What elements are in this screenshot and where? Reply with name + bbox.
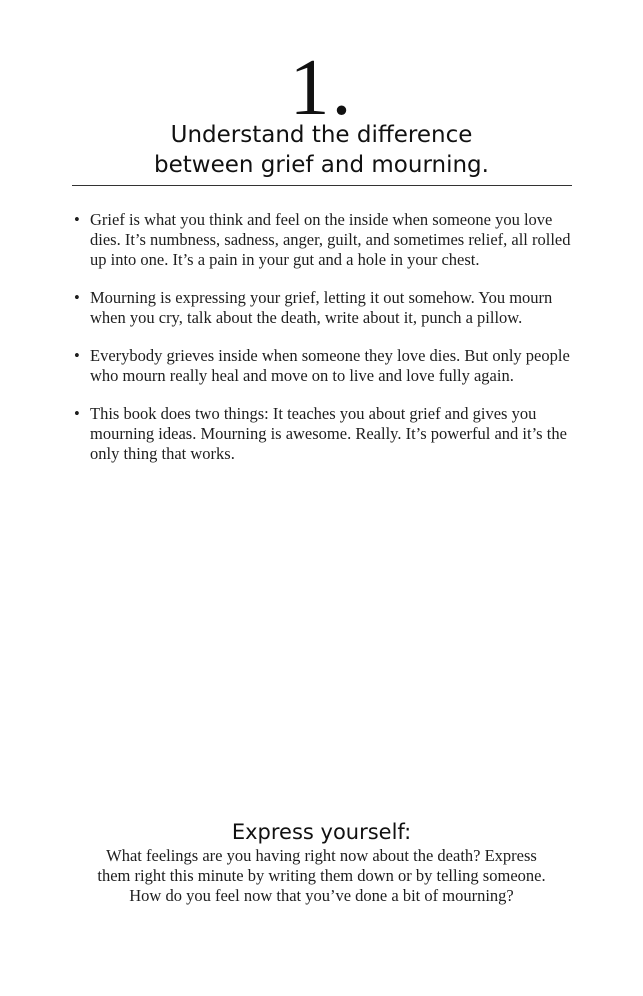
title-divider: [72, 185, 572, 186]
chapter-number: 1.: [289, 44, 354, 132]
bullet-text: Grief is what you think and feel on the inside when someone you love dies. It’s numbness, sadness, anger, guilt, and sometimes relief, all rolled up into one. It’s a pain in your gut and a hole in your chest.: [90, 210, 571, 269]
bullet-text: This book does two things: It teaches you about grief and gives you mourning ideas. Mourning is awesome. Really. It’s powerful and it’s the only thing that works.: [90, 404, 567, 463]
express-yourself-heading: Express yourself:: [231, 820, 412, 844]
bullet-icon: •: [74, 404, 80, 423]
chapter-title-line-1: Understand the difference: [170, 122, 473, 148]
bullet-icon: •: [74, 288, 80, 307]
chapter-title: [60, 120, 583, 180]
chapter-title-line-2: between grief and mourning.: [154, 152, 489, 178]
bullet-item-grief: [72, 210, 572, 270]
bullet-item-this-book: [72, 404, 572, 464]
express-yourself-body: [60, 846, 583, 906]
express-line-2: them right this minute by writing them down or by telling someone.: [97, 866, 546, 885]
bullet-list: [72, 210, 572, 482]
bullet-icon: •: [74, 346, 80, 365]
bullet-text: Mourning is expressing your grief, letting it out somehow. You mourn when you cry, talk about the death, write about it, punch a pillow.: [90, 288, 553, 327]
bullet-icon: •: [74, 210, 80, 229]
bullet-item-everybody-grieves: [72, 346, 572, 386]
express-line-1: What feelings are you having right now about the death? Express: [106, 846, 537, 865]
express-line-3: How do you feel now that you’ve done a bit of mourning?: [129, 886, 514, 905]
bullet-text: Everybody grieves inside when someone they love dies. But only people who mourn really heal and move on to live and love fully again.: [90, 346, 570, 385]
bullet-item-mourning: [72, 288, 572, 328]
